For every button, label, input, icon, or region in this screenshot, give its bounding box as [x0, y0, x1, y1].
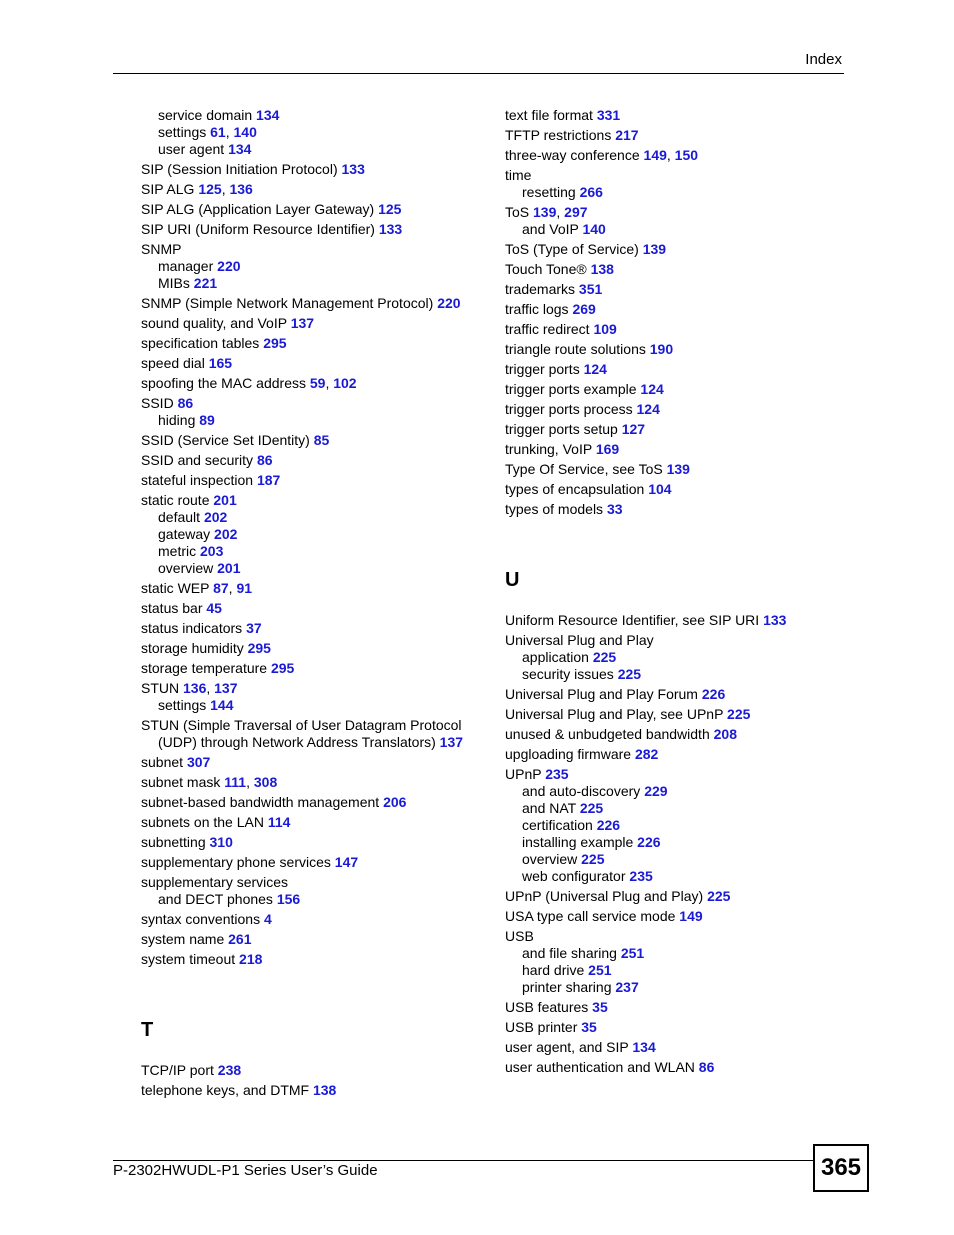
index-term: UPnP [505, 766, 546, 782]
index-term: SIP (Session Initiation Protocol) [141, 161, 342, 177]
page-reference-link[interactable]: 218 [239, 951, 263, 967]
page-reference-link[interactable]: 295 [270, 660, 295, 676]
page-reference-link[interactable]: 235 [545, 766, 569, 782]
index-subentry [141, 891, 481, 908]
page-reference-link[interactable]: 308 [253, 774, 278, 790]
page-reference-link[interactable]: 86 [256, 452, 273, 468]
page-reference-link[interactable]: 35 [581, 1019, 597, 1035]
page-reference-link[interactable]: 133 [763, 612, 787, 628]
index-entry: subnet mask 111, 308 [141, 774, 278, 790]
page-reference-link[interactable]: 238 [217, 1062, 242, 1078]
index-entry [141, 931, 481, 948]
index-subentry [141, 560, 481, 577]
page-reference-link[interactable]: 261 [228, 931, 252, 947]
page-reference-link[interactable]: 225 [579, 800, 604, 816]
index-term: (UDP) through Network Address Translators) [158, 734, 440, 750]
index-entry: ToS 139, 297 [505, 204, 588, 220]
index-subentry [141, 526, 481, 543]
index-entry [141, 794, 481, 811]
index-term: manager [158, 258, 218, 274]
index-term: SNMP [141, 241, 182, 257]
index-term: TFTP restrictions [505, 127, 616, 143]
index-term: static WEP [141, 580, 214, 596]
header-rule [113, 73, 844, 74]
page-reference-link[interactable]: 269 [572, 301, 596, 317]
index-entry [505, 908, 825, 925]
index-entry [141, 161, 481, 178]
page-reference-link[interactable]: 134 [632, 1039, 656, 1055]
page-reference-link[interactable]: 139 [642, 241, 667, 257]
page-reference-link[interactable]: 91 [236, 580, 253, 596]
index-entry [141, 492, 481, 509]
page-reference-link[interactable]: 225 [707, 888, 731, 904]
index-term: UPnP (Universal Plug and Play) [505, 888, 708, 904]
index-term: user agent, and SIP [505, 1039, 633, 1055]
index-term: web configurator [522, 868, 630, 884]
page-reference-link[interactable]: 109 [593, 321, 617, 337]
index-entry [141, 734, 481, 751]
index-entry [141, 1082, 481, 1099]
index-term: SSID and security [141, 452, 257, 468]
index-entry [141, 221, 481, 238]
page-reference-link[interactable]: 226 [637, 834, 661, 850]
page-reference-link[interactable]: 147 [334, 854, 359, 870]
index-subentry [141, 412, 481, 429]
index-subentry [505, 800, 825, 817]
page-reference-link[interactable]: 351 [578, 281, 603, 297]
index-entry [505, 281, 825, 298]
page-reference-link[interactable]: 220 [437, 295, 461, 311]
page-reference-link[interactable]: 125 [378, 201, 402, 217]
index-term: application [522, 649, 593, 665]
index-term: subnet-based bandwidth management [141, 794, 384, 810]
index-subentry [505, 868, 825, 885]
index-term: trunking, VoIP [505, 441, 596, 457]
index-entry [141, 660, 481, 677]
page-reference-link[interactable]: 202 [203, 509, 228, 525]
index-term: Universal Plug and Play Forum [505, 686, 702, 702]
index-term: types of encapsulation [505, 481, 649, 497]
page-reference-link[interactable]: 4 [263, 911, 272, 927]
index-term: types of models [505, 501, 607, 517]
page-reference-link[interactable]: 134 [228, 141, 252, 157]
index-entry [505, 999, 825, 1016]
index-term: Universal Plug and Play, see UPnP [505, 706, 728, 722]
page-reference-link[interactable]: 140 [233, 124, 257, 140]
index-term: specification tables [141, 335, 264, 351]
index-entry [505, 341, 825, 358]
index-subentry [505, 851, 825, 868]
index-entry [141, 201, 481, 218]
index-term: SIP ALG (Application Layer Gateway) [141, 201, 379, 217]
index-entry [505, 632, 825, 649]
index-subentry [505, 962, 825, 979]
index-term: MIBs [158, 275, 194, 291]
index-term: trademarks [505, 281, 579, 297]
page-reference-link[interactable]: 138 [590, 261, 614, 277]
index-term: static route [141, 492, 214, 508]
index-term: USA type call service mode [505, 908, 680, 924]
index-term: subnets on the LAN [141, 814, 268, 830]
index-term: status indicators [141, 620, 247, 636]
index-term: USB features [505, 999, 593, 1015]
index-term: subnet mask [141, 774, 225, 790]
page-reference-link[interactable]: 125 [198, 181, 222, 197]
page-reference-link[interactable]: 169 [595, 441, 620, 457]
page-reference-link[interactable]: 124 [636, 401, 660, 417]
index-entry [505, 441, 825, 458]
header-title: Index [805, 51, 842, 68]
page-reference-link[interactable]: 102 [333, 375, 357, 391]
index-entry [141, 834, 481, 851]
index-subentry [505, 221, 825, 238]
index-term: STUN (Simple Traversal of User Datagram Protocol [141, 717, 462, 733]
page-reference-link[interactable]: 201 [213, 492, 237, 508]
index-entry [141, 951, 481, 968]
index-entry [141, 600, 481, 617]
index-term: syntax conventions [141, 911, 264, 927]
page-reference-link[interactable]: 139 [533, 204, 557, 220]
index-subentry [505, 979, 825, 996]
index-entry [505, 301, 825, 318]
index-term: TCP/IP port [141, 1062, 218, 1078]
index-term: installing example [522, 834, 638, 850]
page-reference-link[interactable]: 208 [713, 726, 737, 742]
page-reference-link[interactable]: 137 [439, 734, 464, 750]
index-entry [505, 261, 825, 278]
page-reference-link[interactable]: 87 [213, 580, 229, 596]
page-reference-link[interactable]: 136 [229, 181, 253, 197]
page-reference-link[interactable]: 45 [206, 600, 222, 616]
index-entry: three-way conference 149, 150 [505, 147, 699, 163]
page-reference-link[interactable]: 61 [210, 124, 226, 140]
page-reference-link[interactable]: 124 [640, 381, 664, 397]
index-entry [505, 706, 825, 723]
page-reference-link[interactable]: 221 [193, 275, 218, 291]
page-reference-link[interactable]: 295 [263, 335, 287, 351]
footer-guide-title: P-2302HWUDL-P1 Series User’s Guide [113, 1162, 378, 1179]
index-term: sound quality, and VoIP [141, 315, 291, 331]
page-reference-link[interactable]: 133 [378, 221, 403, 237]
page-reference-link[interactable]: 149 [643, 147, 667, 163]
page-reference-link[interactable]: 137 [214, 680, 238, 696]
page-reference-link[interactable]: 251 [588, 962, 612, 978]
index-entry [505, 241, 825, 258]
page-reference-link[interactable]: 266 [579, 184, 603, 200]
index-term: trigger ports setup [505, 421, 622, 437]
index-entry [141, 395, 481, 412]
page-reference-link[interactable]: 127 [621, 421, 646, 437]
index-entry [505, 1039, 825, 1056]
index-entry [141, 472, 481, 489]
page-reference-link[interactable]: 86 [177, 395, 194, 411]
page-reference-link[interactable]: 226 [596, 817, 621, 833]
index-entry [141, 911, 481, 928]
index-term: text file format [505, 107, 597, 123]
page-reference-link[interactable]: 203 [200, 543, 224, 559]
index-term: telephone keys, and DTMF [141, 1082, 313, 1098]
index-entry [505, 612, 825, 629]
index-entry [141, 315, 481, 332]
index-subentry [141, 258, 481, 275]
page-reference-link[interactable]: 138 [312, 1082, 337, 1098]
index-term: supplementary phone services [141, 854, 335, 870]
index-term: subnetting [141, 834, 210, 850]
index-term: service domain [158, 107, 257, 123]
index-term: time [505, 167, 532, 183]
index-column-left [141, 107, 481, 1099]
page-reference-link[interactable]: 295 [247, 640, 271, 656]
index-term: traffic redirect [505, 321, 594, 337]
index-term: Uniform Resource Identifier, see SIP URI [505, 612, 764, 628]
index-term: and VoIP [522, 221, 583, 237]
index-subentry [505, 834, 825, 851]
index-entry [505, 481, 825, 498]
index-entry [505, 766, 825, 783]
page-reference-link[interactable]: 86 [698, 1059, 715, 1075]
index-entry [141, 295, 481, 312]
page-reference-link[interactable]: 201 [217, 560, 241, 576]
page-reference-link[interactable]: 85 [313, 432, 330, 448]
page-reference-link[interactable]: 297 [564, 204, 588, 220]
index-entry [505, 686, 825, 703]
index-subentry [505, 783, 825, 800]
page-reference-link[interactable]: 59 [309, 375, 326, 391]
page-reference-link[interactable]: 220 [217, 258, 241, 274]
index-subentry [505, 649, 825, 666]
index-term: STUN [141, 680, 183, 696]
index-entry: spoofing the MAC address 59, 102 [141, 375, 357, 391]
page-reference-link[interactable]: 226 [701, 686, 726, 702]
page-reference-link[interactable]: 225 [727, 706, 751, 722]
index-term: resetting [522, 184, 580, 200]
index-term: Universal Plug and Play [505, 632, 654, 648]
page-reference-link[interactable]: 136 [183, 680, 207, 696]
index-term: trigger ports [505, 361, 584, 377]
index-term: triangle route solutions [505, 341, 650, 357]
index-term: USB printer [505, 1019, 582, 1035]
index-entry [505, 361, 825, 378]
index-subentry [141, 509, 481, 526]
index-entry [505, 746, 825, 763]
index-term: spoofing the MAC address [141, 375, 310, 391]
page-reference-link[interactable]: 37 [246, 620, 262, 636]
index-entry: STUN 136, 137 [141, 680, 238, 696]
index-letter-heading: U [505, 569, 520, 591]
index-term: stateful inspection [141, 472, 257, 488]
index-term: SSID (Service Set IDentity) [141, 432, 314, 448]
page-reference-link[interactable]: 35 [592, 999, 608, 1015]
index-letter-heading: T [141, 1019, 154, 1041]
page-reference-link[interactable]: 89 [199, 412, 215, 428]
index-entry [505, 107, 825, 124]
page-reference-link[interactable]: 144 [210, 697, 234, 713]
index-entry [141, 717, 481, 734]
index-term: SIP ALG [141, 181, 199, 197]
index-subentry [505, 945, 825, 962]
index-term: SNMP (Simple Network Management Protocol) [141, 295, 438, 311]
index-entry [505, 501, 825, 518]
index-term: status bar [141, 600, 207, 616]
index-term: trigger ports example [505, 381, 641, 397]
page-reference-link[interactable]: 190 [649, 341, 674, 357]
index-term: USB [505, 928, 534, 944]
footer-rule [113, 1160, 813, 1161]
index-term: gateway [158, 526, 215, 542]
index-term: certification [522, 817, 597, 833]
index-term: storage temperature [141, 660, 271, 676]
page-reference-link[interactable]: 225 [581, 851, 605, 867]
page-reference-link[interactable]: 124 [583, 361, 607, 377]
index-term: trigger ports process [505, 401, 637, 417]
page-reference-link[interactable]: 229 [644, 783, 668, 799]
index-entry [505, 461, 825, 478]
index-term: speed dial [141, 355, 209, 371]
page-reference-link[interactable]: 150 [674, 147, 699, 163]
page-number: 365 [813, 1144, 869, 1192]
index-term: ToS [505, 204, 534, 220]
page-reference-link[interactable]: 137 [290, 315, 315, 331]
index-subentry [505, 184, 825, 201]
page-reference-link[interactable]: 331 [596, 107, 621, 123]
page-reference-link[interactable]: 33 [606, 501, 623, 517]
index-term: traffic logs [505, 301, 573, 317]
index-subentry [141, 697, 481, 714]
index-entry [141, 874, 481, 891]
index-term: system timeout [141, 951, 240, 967]
index-term: and file sharing [522, 945, 621, 961]
index-entry: static WEP 87, 91 [141, 580, 253, 596]
index-entry [505, 1019, 825, 1036]
index-entry [141, 814, 481, 831]
index-subentry [505, 817, 825, 834]
index-term: settings [158, 697, 211, 713]
index-term: SSID [141, 395, 178, 411]
index-entry [505, 381, 825, 398]
page-reference-link[interactable]: 139 [666, 461, 690, 477]
index-term: security issues [522, 666, 618, 682]
index-term: and NAT [522, 800, 580, 816]
page-reference-link[interactable]: 235 [629, 868, 653, 884]
index-term: user authentication and WLAN [505, 1059, 699, 1075]
index-term: user agent [158, 141, 229, 157]
index-term: metric [158, 543, 200, 559]
index-subentry [505, 666, 825, 683]
index-term: printer sharing [522, 979, 616, 995]
page-reference-link[interactable]: 307 [186, 754, 211, 770]
index-term: SIP URI (Uniform Resource Identifier) [141, 221, 379, 237]
index-subentry [141, 107, 481, 124]
page-reference-link[interactable]: 133 [341, 161, 365, 177]
page-reference-link[interactable]: 225 [592, 649, 617, 665]
index-entry [505, 321, 825, 338]
index-term: settings [158, 124, 211, 140]
index-term: and auto-discovery [522, 783, 645, 799]
index-entry [505, 888, 825, 905]
index-entry [141, 355, 481, 372]
index-entry [141, 1062, 481, 1079]
page-reference-link[interactable]: 140 [582, 221, 606, 237]
page-reference-link[interactable]: 114 [267, 814, 291, 830]
page-reference-link[interactable]: 217 [615, 127, 639, 143]
index-entry [141, 432, 481, 449]
index-term: unused & unbudgeted bandwidth [505, 726, 714, 742]
index-entry [141, 854, 481, 871]
index-term: subnet [141, 754, 187, 770]
page-reference-link[interactable]: 111 [224, 774, 247, 790]
page-reference-link[interactable]: 310 [209, 834, 233, 850]
index-entry [141, 640, 481, 657]
index-entry [505, 401, 825, 418]
index-column-right [505, 107, 825, 1076]
page-reference-link[interactable]: 165 [208, 355, 233, 371]
index-term: hiding [158, 412, 200, 428]
index-entry [141, 754, 481, 771]
page-reference-link[interactable]: 149 [679, 908, 703, 924]
index-subentry [141, 141, 481, 158]
index-term: Touch Tone® [505, 261, 591, 277]
page-reference-link[interactable]: 187 [256, 472, 281, 488]
index-entry [141, 335, 481, 352]
index-term: storage humidity [141, 640, 248, 656]
index-term: Type Of Service, see ToS [505, 461, 667, 477]
index-entry [141, 452, 481, 469]
page-reference-link[interactable]: 134 [256, 107, 280, 123]
page-reference-link[interactable]: 282 [634, 746, 659, 762]
index-term: upgloading firmware [505, 746, 635, 762]
index-term: supplementary services [141, 874, 289, 890]
index-entry [505, 167, 825, 184]
page-reference-link[interactable]: 206 [383, 794, 407, 810]
index-term: ToS (Type of Service) [505, 241, 643, 257]
page-reference-link[interactable]: 104 [648, 481, 672, 497]
page-reference-link[interactable]: 251 [620, 945, 645, 961]
page-reference-link[interactable]: 156 [276, 891, 301, 907]
index-subentry [141, 275, 481, 292]
index-term: three-way conference [505, 147, 644, 163]
index-entry [505, 127, 825, 144]
index-entry [505, 726, 825, 743]
index-term: overview [158, 560, 218, 576]
index-term: hard drive [522, 962, 589, 978]
index-entry [505, 1059, 825, 1076]
index-entry [141, 241, 481, 258]
page-reference-link[interactable]: 225 [617, 666, 642, 682]
page-reference-link[interactable]: 202 [214, 526, 238, 542]
index-entry: SIP ALG 125, 136 [141, 181, 253, 197]
index-term: system name [141, 931, 229, 947]
index-subentry: settings 61, 140 [158, 124, 257, 140]
index-entry [141, 620, 481, 637]
index-term: and DECT phones [158, 891, 277, 907]
index-entry [505, 421, 825, 438]
index-term: default [158, 509, 204, 525]
index-subentry [141, 543, 481, 560]
index-term: overview [522, 851, 582, 867]
page-reference-link[interactable]: 237 [615, 979, 639, 995]
index-entry [505, 928, 825, 945]
